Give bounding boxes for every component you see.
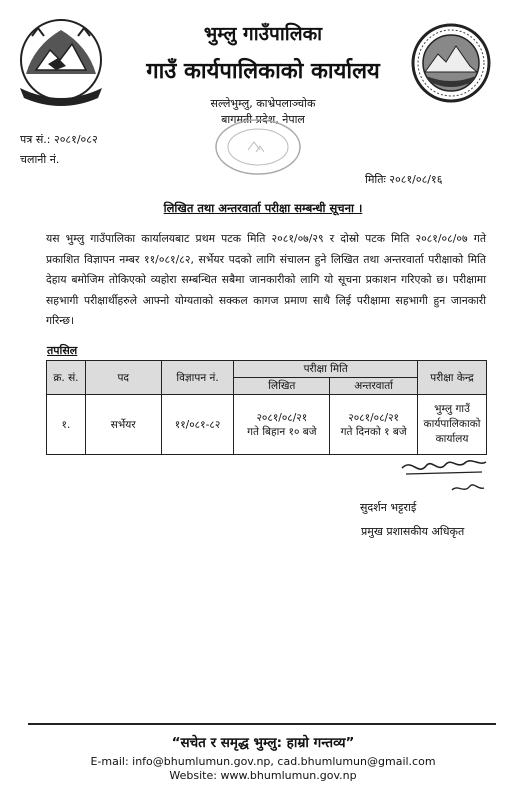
header-interview: अन्तरवार्ता: [330, 378, 418, 395]
cell-center: भुम्लु गाउँ कार्यपालिकाको कार्यालय: [418, 395, 487, 455]
header-post: पद: [85, 361, 161, 395]
cell-sn: १.: [47, 395, 86, 455]
office-stamp: [212, 116, 304, 178]
signatory-designation: प्रमुख प्रशासकीय अधिकृत: [361, 525, 465, 538]
notice-body: यस भुम्लु गाउँपालिका कार्यालयबाट प्रथम पटक मिति २०८१/०७/२९ र दोस्रो पटक मिति २०८१/०८/०७ गते प्रकाशित विज्ञापन नम्बर ११/०८१/८२, सर्भेयर पदको लागि संचालन हुने लिखित तथा अन्तरवार्ता परीक्षाको मिति देहाय बमोजिम तोकिएको व्यहोरा सम्बन्धित सबैमा जानकारीको लागि यो सूचना प्रकाशन गरिएको छ। परीक्षामा सहभागी परीक्षार्थीहरुले आफ्नो योग्यताको सक्कल कागज प्रमाण साथै लिई परीक्षामा सहभागी हुन जानकारी गरिन्छ।: [46, 232, 486, 327]
cell-written: [234, 395, 330, 455]
date-value: २०८१/०८/१६: [389, 173, 443, 186]
footer-slogan: “सचेत र समृद्ध भुम्लु: हाम्रो गन्तव्य”: [171, 735, 355, 751]
header-sn: क्र. सं.: [47, 361, 86, 395]
org-name: भुम्लु गाउँपालिका: [203, 23, 323, 45]
cell-post: सर्भेयर: [85, 395, 161, 455]
written-time: गते बिहान १० बजे: [247, 425, 317, 438]
letter-date: [365, 172, 442, 187]
header-exam-date: परीक्षा मिति: [234, 361, 418, 378]
cell-ad-no: ११/०८१-८२: [161, 395, 234, 455]
address-line2: बागमती प्रदेश, नेपाल: [221, 113, 305, 126]
footer-divider: [28, 723, 496, 725]
written-date: २०८१/०८/२१: [256, 411, 308, 424]
cell-interview: [330, 395, 418, 455]
letter-number-label: पत्र सं.:: [20, 133, 51, 146]
notice-title: [0, 201, 526, 216]
office-name: गाउँ कार्यपालिकाको कार्यालय: [146, 59, 380, 84]
letter-number-value: २०८१/०८२: [53, 133, 98, 146]
notice-title-text: लिखित तथा अन्तरवार्ता परीक्षा सम्बन्धी सूचना ।: [163, 201, 363, 215]
exam-schedule-table: [46, 360, 487, 455]
signatory-name: सुदर्शन भट्टराई: [360, 501, 417, 514]
footer-website: Website: www.bhumlumun.gov.np: [169, 769, 357, 782]
date-label: मितिः: [365, 173, 386, 186]
interview-time: गते दिनको १ बजे: [340, 425, 407, 438]
table-row: [47, 395, 487, 455]
letter-number: [20, 132, 98, 147]
header-ad-no: विज्ञापन नं.: [161, 361, 234, 395]
address-line1: सल्लेभुम्लु, काभ्रेपलाञ्चोक: [210, 97, 316, 110]
dispatch-number-label: चलानी नं.: [20, 153, 60, 166]
interview-date: २०८१/०८/२१: [348, 411, 399, 424]
header-written: लिखित: [234, 378, 330, 395]
annex-label: तपसिल: [47, 344, 78, 357]
footer-email: E-mail: info@bhumlumun.gov.np, cad.bhumlumun@gmail.com: [90, 755, 436, 768]
header-center: परीक्षा केन्द्र: [418, 361, 487, 395]
